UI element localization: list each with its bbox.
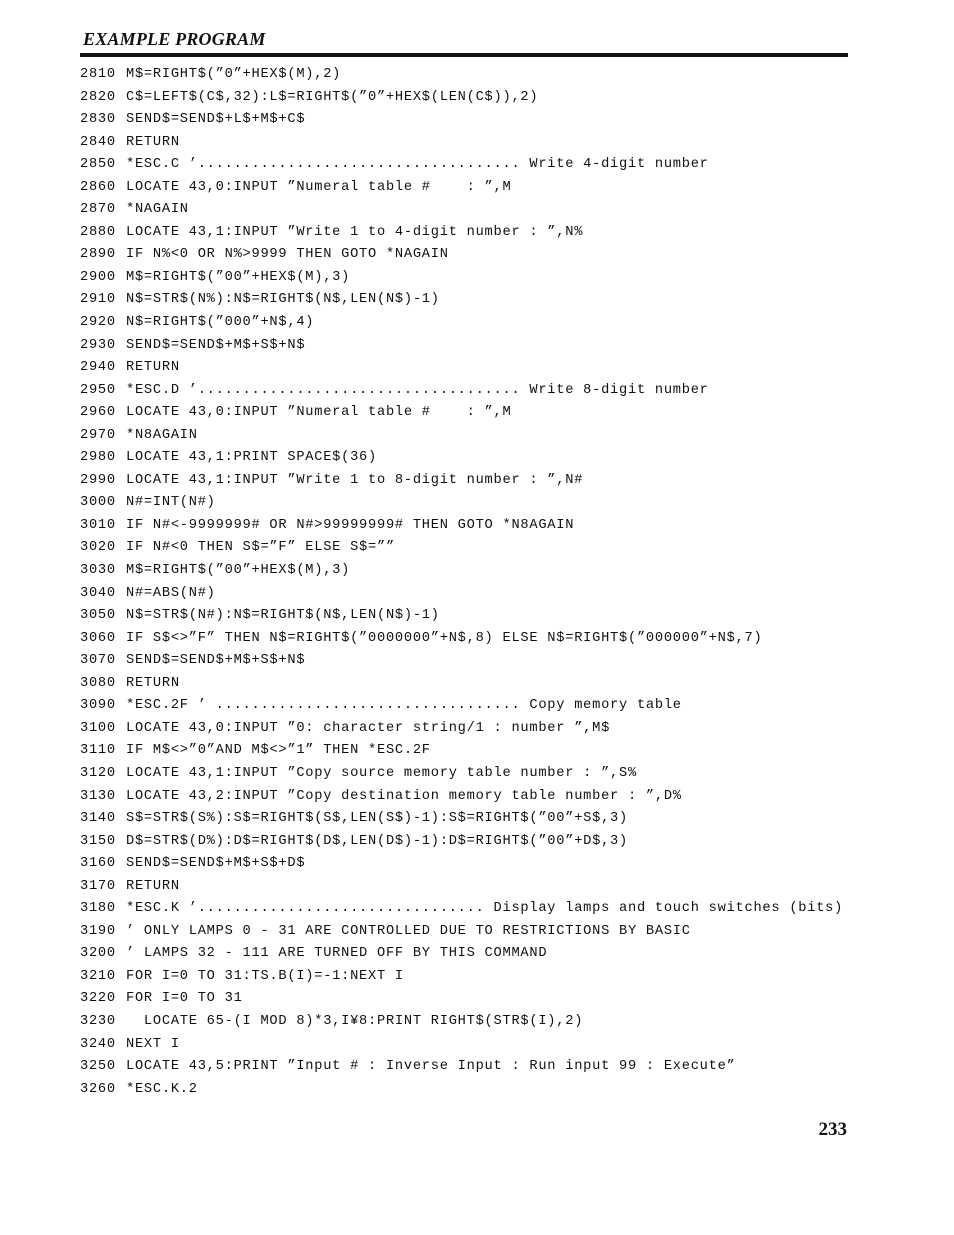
line-code: IF S$<>”F” THEN N$=RIGHT$(”0000000”+N$,8) ELSE N$=RIGHT$(”000000”+N$,7)	[126, 630, 763, 646]
code-line	[80, 289, 860, 312]
line-code: ’ LAMPS 32 - 111 ARE TURNED OFF BY THIS COMMAND	[126, 946, 548, 962]
line-number: 3030	[80, 563, 116, 579]
line-code: LOCATE 43,1:INPUT ”Write 1 to 4-digit number : ”,N%	[126, 224, 584, 240]
code-line	[80, 447, 860, 470]
line-number: 2940	[80, 360, 116, 376]
code-line	[80, 492, 860, 515]
line-code: SEND$=SEND$+M$+S$+N$	[126, 337, 306, 353]
line-number: 3100	[80, 720, 116, 736]
line-number: 3220	[80, 991, 116, 1007]
line-number: 2970	[80, 427, 116, 443]
code-line	[80, 425, 860, 448]
line-number: 2880	[80, 224, 116, 240]
line-number: 3190	[80, 923, 116, 939]
code-line	[80, 244, 860, 267]
line-number: 3130	[80, 788, 116, 804]
code-line	[80, 786, 860, 809]
line-number: 2840	[80, 134, 116, 150]
line-code: *ESC.K ’................................ Display lamps and touch switches (bits)	[126, 901, 844, 917]
line-number: 3000	[80, 495, 116, 511]
line-number: 2980	[80, 450, 116, 466]
line-code: IF M$<>”0”AND M$<>”1” THEN *ESC.2F	[126, 743, 431, 759]
code-line	[80, 177, 860, 200]
line-code: IF N%<0 OR N%>9999 THEN GOTO *NAGAIN	[126, 247, 449, 263]
line-code: LOCATE 43,0:INPUT ”Numeral table # : ”,M	[126, 405, 512, 421]
line-code: *N8AGAIN	[126, 427, 198, 443]
line-code: LOCATE 43,1:PRINT SPACE$(36)	[126, 450, 377, 466]
line-code: RETURN	[126, 134, 180, 150]
line-number: 2960	[80, 405, 116, 421]
line-number: 2830	[80, 112, 116, 128]
code-line	[80, 470, 860, 493]
code-line	[80, 560, 860, 583]
code-listing	[80, 64, 860, 1101]
line-number: 3060	[80, 630, 116, 646]
line-number: 2860	[80, 179, 116, 195]
page-header-title: EXAMPLE PROGRAM	[83, 29, 266, 49]
code-line	[80, 718, 860, 741]
line-number: 3010	[80, 517, 116, 533]
line-code: N$=STR$(N#):N$=RIGHT$(N$,LEN(N$)-1)	[126, 608, 440, 624]
line-number: 2920	[80, 315, 116, 331]
code-line	[80, 695, 860, 718]
code-line	[80, 921, 860, 944]
line-number: 2930	[80, 337, 116, 353]
code-line	[80, 650, 860, 673]
line-code: LOCATE 43,5:PRINT ”Input # : Inverse Input : Run input 99 : Execute”	[126, 1059, 736, 1075]
line-number: 3160	[80, 856, 116, 872]
line-number: 3250	[80, 1059, 116, 1075]
line-code: LOCATE 43,2:INPUT ”Copy destination memory table number : ”,D%	[126, 788, 682, 804]
line-number: 2820	[80, 89, 116, 105]
line-code: SEND$=SEND$+M$+S$+N$	[126, 653, 306, 669]
line-number: 3260	[80, 1081, 116, 1097]
line-code: SEND$=SEND$+L$+M$+C$	[126, 112, 306, 128]
code-line	[80, 537, 860, 560]
code-line	[80, 831, 860, 854]
line-number: 3150	[80, 833, 116, 849]
line-number: 3040	[80, 585, 116, 601]
line-number: 3230	[80, 1013, 116, 1029]
line-number: 3080	[80, 675, 116, 691]
line-number: 3110	[80, 743, 116, 759]
code-line	[80, 808, 860, 831]
line-number: 2810	[80, 67, 116, 82]
code-line	[80, 402, 860, 425]
code-line	[80, 1034, 860, 1057]
code-line	[80, 380, 860, 403]
line-code: M$=RIGHT$(”00”+HEX$(M),3)	[126, 563, 351, 579]
line-number: 2910	[80, 292, 116, 308]
line-code: LOCATE 43,1:INPUT ”Write 1 to 8-digit number : ”,N#	[126, 472, 584, 488]
code-line	[80, 740, 860, 763]
code-line	[80, 943, 860, 966]
line-code: FOR I=0 TO 31:TS.B(I)=-1:NEXT I	[126, 968, 404, 984]
line-number: 3140	[80, 811, 116, 827]
line-code: N#=INT(N#)	[126, 495, 216, 511]
line-number: 2990	[80, 472, 116, 488]
line-code: N#=ABS(N#)	[126, 585, 216, 601]
code-line	[80, 628, 860, 651]
code-line	[80, 1056, 860, 1079]
line-code: IF N#<0 THEN S$=”F” ELSE S$=””	[126, 540, 395, 556]
line-code: LOCATE 43,1:INPUT ”Copy source memory table number : ”,S%	[126, 765, 637, 781]
line-code: *ESC.C ’.................................... Write 4-digit number	[126, 157, 709, 173]
code-line	[80, 154, 860, 177]
line-code: *ESC.K.2	[126, 1081, 198, 1097]
code-line	[80, 222, 860, 245]
line-number: 2850	[80, 157, 116, 173]
code-line	[80, 1079, 860, 1102]
line-code: LOCATE 43,0:INPUT ”Numeral table # : ”,M	[126, 179, 512, 195]
code-line	[80, 583, 860, 606]
code-line	[80, 335, 860, 358]
line-code: FOR I=0 TO 31	[126, 991, 243, 1007]
code-line	[80, 312, 860, 335]
line-code: D$=STR$(D%):D$=RIGHT$(D$,LEN(D$)-1):D$=RIGHT$(”00”+D$,3)	[126, 833, 628, 849]
code-line	[80, 763, 860, 786]
line-number: 3170	[80, 878, 116, 894]
line-number: 2950	[80, 382, 116, 398]
line-code: *ESC.2F ’ .................................. Copy memory table	[126, 698, 682, 714]
code-line	[80, 876, 860, 899]
header-rule	[80, 53, 848, 57]
line-code: LOCATE 65-(I MOD 8)*3,I¥8:PRINT RIGHT$(STR$(I),2)	[126, 1013, 584, 1029]
line-code: NEXT I	[126, 1036, 180, 1052]
line-number: 2890	[80, 247, 116, 263]
line-code: *ESC.D ’.................................... Write 8-digit number	[126, 382, 709, 398]
line-code: IF N#<-9999999# OR N#>99999999# THEN GOTO *N8AGAIN	[126, 517, 575, 533]
line-number: 2900	[80, 269, 116, 285]
code-line	[80, 87, 860, 110]
code-line	[80, 988, 860, 1011]
line-number: 3180	[80, 901, 116, 917]
code-line	[80, 1011, 860, 1034]
line-code: N$=RIGHT$(”000”+N$,4)	[126, 315, 315, 331]
line-code: LOCATE 43,0:INPUT ”0: character string/1 : number ”,M$	[126, 720, 611, 736]
line-number: 3070	[80, 653, 116, 669]
line-code: S$=STR$(S%):S$=RIGHT$(S$,LEN(S$)-1):S$=RIGHT$(”00”+S$,3)	[126, 811, 628, 827]
code-line	[80, 267, 860, 290]
code-line	[80, 515, 860, 538]
line-number: 3200	[80, 946, 116, 962]
code-line	[80, 109, 860, 132]
line-number: 3020	[80, 540, 116, 556]
line-number: 3120	[80, 765, 116, 781]
line-code: M$=RIGHT$(”0”+HEX$(M),2)	[126, 67, 342, 82]
line-number: 3210	[80, 968, 116, 984]
code-line	[80, 357, 860, 380]
line-code: C$=LEFT$(C$,32):L$=RIGHT$(”0”+HEX$(LEN(C$)),2)	[126, 89, 539, 105]
code-line	[80, 132, 860, 155]
line-number: 3240	[80, 1036, 116, 1052]
page-number: 233	[818, 1119, 847, 1140]
line-code: RETURN	[126, 675, 180, 691]
line-number: 2870	[80, 202, 116, 218]
line-code: N$=STR$(N%):N$=RIGHT$(N$,LEN(N$)-1)	[126, 292, 440, 308]
line-code: ’ ONLY LAMPS 0 - 31 ARE CONTROLLED DUE TO RESTRICTIONS BY BASIC	[126, 923, 691, 939]
code-line	[80, 898, 860, 921]
line-code: M$=RIGHT$(”00”+HEX$(M),3)	[126, 269, 351, 285]
line-code: *NAGAIN	[126, 202, 189, 218]
code-line	[80, 673, 860, 696]
code-line	[80, 64, 860, 87]
line-number: 3090	[80, 698, 116, 714]
code-line	[80, 199, 860, 222]
line-code: SEND$=SEND$+M$+S$+D$	[126, 856, 306, 872]
code-line	[80, 966, 860, 989]
line-code: RETURN	[126, 878, 180, 894]
code-line	[80, 605, 860, 628]
line-code: RETURN	[126, 360, 180, 376]
code-line	[80, 853, 860, 876]
line-number: 3050	[80, 608, 116, 624]
